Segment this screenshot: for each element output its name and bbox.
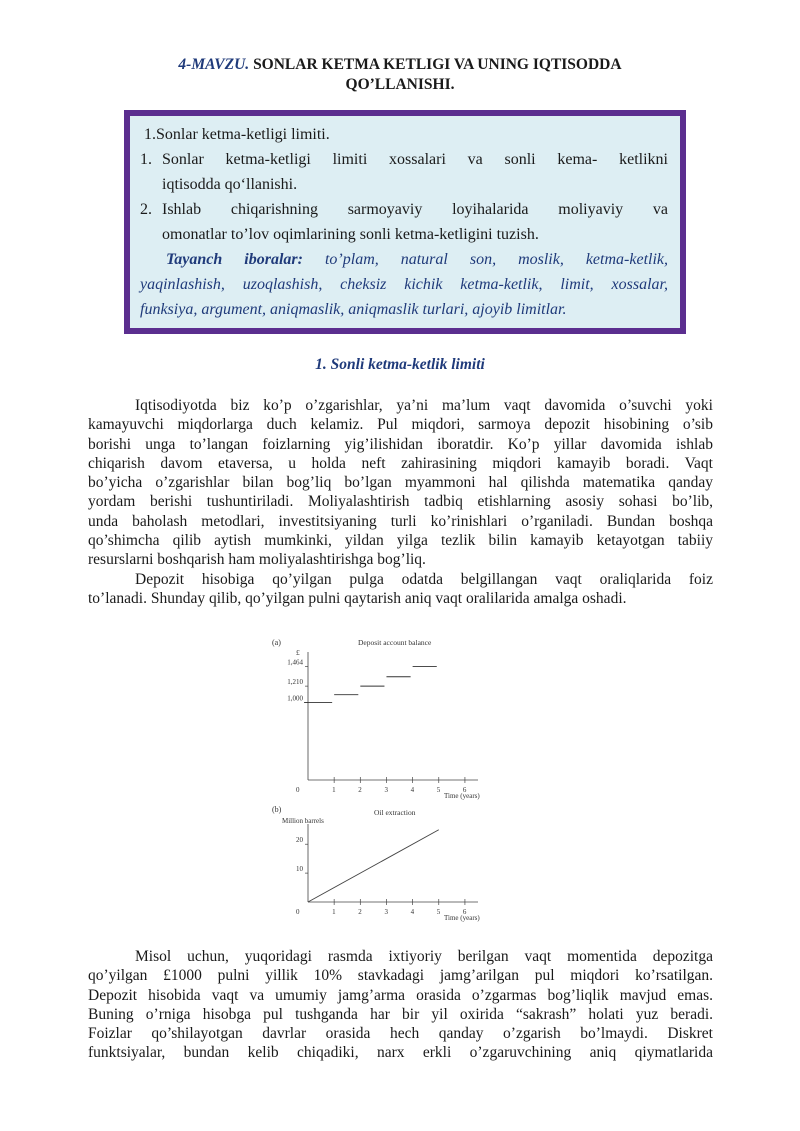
section-title: 1. Sonli ketma-ketlik limiti (315, 356, 485, 373)
text-line: resurslarni boshqarish ham moliyalashtirishga bog’liq. (88, 551, 426, 569)
plan-item-number: 2. (140, 201, 152, 218)
x-tick-label: 0 (296, 908, 300, 916)
x-tick-label: 2 (358, 786, 362, 794)
y-tick-label: 1,210 (287, 678, 303, 687)
chart-panel-label: (b) (272, 805, 282, 814)
plan-item-text: omonatlar to’lov oqimlarining sonli ketma-ketligini tuzish. (162, 226, 539, 243)
text-line: Iqtisodiyotda biz ko’p o’zgarishlar, ya’ni ma’lum vaqt davomida o’suvchi yoki (135, 397, 713, 414)
paragraph-3 (88, 947, 713, 1063)
x-axis-label: Time (years) (444, 792, 480, 800)
y-axis-label: Million barrels (282, 817, 324, 825)
keywords (140, 247, 668, 322)
chart-panel-label: (a) (272, 638, 281, 647)
text-line: qo’yilgan £1000 pulni yillik 10% stavkadagi jamg’arilgan pul miqdori ko’rsatilgan. (88, 967, 713, 985)
x-tick-label: 1 (332, 786, 336, 794)
topic-number: 4-MAVZU. (178, 56, 250, 73)
keywords-line: yaqinlashish, uzoqlashish, cheksiz kichik ketma-ketlik, limit, xossalar, (140, 276, 668, 293)
y-tick-label: 20 (296, 836, 303, 845)
text-line: Depozit hisobiga qo’yilgan pulga odatda belgillangan vaqt oraliqlarida foiz (135, 570, 713, 588)
title-line-2: QO’LLANISHI. (345, 76, 455, 93)
chart-title: Deposit account balance (358, 638, 432, 647)
x-tick-label: 6 (462, 786, 467, 794)
text-line: Depozit hisobida vaqt va umumiy jamg’arma orasida o’zgarmas bog’liqlik mavjud emas. (88, 986, 713, 1004)
text-line: to’lanadi. Shunday qilib, qo’yilgan pulni qaytarish aniq vaqt oralilarida amalga oshadi. (88, 589, 627, 607)
text-line: unda baholash metodlari, investitsiyaning turli ko’rinishlari o’rganiladi. Bundan boshqa (88, 512, 713, 530)
y-axis-label: £ (296, 648, 300, 657)
x-tick-label: 0 (296, 786, 300, 794)
x-tick-label: 5 (436, 908, 441, 916)
keywords-line: funksiya, argument, aniqmaslik, aniqmaslik turlari, ajoyib limitlar. (140, 301, 567, 318)
plan-item-3 (140, 197, 668, 247)
x-tick-label: 3 (384, 786, 388, 794)
y-tick-label: 1,000 (287, 694, 303, 703)
text-line: borishi unga to’langan foizlarning yig’ilishidan iboratdir. Ko’p yillar davomida ishlab (88, 435, 713, 453)
chart-title: Oil extraction (374, 808, 416, 817)
plan-item-2 (140, 147, 668, 197)
x-tick-label: 3 (384, 908, 388, 916)
text-line: kamayuvchi miqdorlarga duch kelamiz. Pul miqdori, sarmoya depozit hisobining o’sib (88, 416, 713, 434)
x-tick-label: 2 (358, 908, 362, 916)
plan-item-text: iqtisodda qo‘llanishi. (162, 176, 298, 193)
series-line (308, 830, 439, 902)
x-tick-label: 1 (332, 908, 336, 916)
text-line: qo’shimcha qilib aytish mumkinki, yildan yilga tezlik bilin kamayib ketayotgan tabiiy (88, 532, 713, 550)
x-tick-label: 6 (462, 908, 467, 916)
page-title (100, 55, 700, 95)
figure-charts (260, 630, 500, 930)
x-tick-label: 5 (436, 786, 441, 794)
x-axis-label: Time (years) (444, 914, 480, 922)
plan-item-text: Ishlab chiqarishning sarmoyaviy loyihalarida moliyaviy va (162, 201, 668, 218)
plan-item-1: 1.Sonlar ketma-ketligi limiti. (144, 126, 330, 143)
plan-item-text: Sonlar ketma-ketligi limiti xossalari va sonli kema- ketlikni (162, 151, 668, 168)
text-line: yordam berishi tushuntiriladi. Moliyalashtirish tadbiq etishlarning asosiy sohasi bo’lib, (88, 493, 713, 511)
paragraph-1 (88, 396, 713, 608)
text-line: funktsiyalar, bundan kelib chiqadiki, narx erkli o’zgaruvchining aniq qiymatlarida (88, 1044, 713, 1062)
y-tick-label: 1,464 (287, 658, 303, 667)
chart-deposit-balance (272, 638, 480, 800)
y-tick-label: 10 (296, 865, 303, 874)
title-line-1: SONLAR KETMA KETLIGI VA UNING IQTISODDA (249, 56, 622, 73)
keywords-label: Tayanch iboralar: (166, 251, 303, 268)
text-line: Foizlar qo’shilayotgan davrlar orasida hech qanday o’zgarish bo’lmaydi. Diskret (88, 1025, 713, 1043)
x-tick-label: 4 (410, 908, 415, 916)
text-line: chiqarish davom etaversa, u holda neft zahirasining miqdori kamayib boradi. Vaqt (88, 454, 713, 472)
text-line: Buning o’rniga hisobga pul tushganda har bir yil oxirida “sakrash” holati yuz beradi. (88, 1005, 713, 1023)
text-line: bo’yicha o’zgarishlar bilan bog’liq bo’lgan myammoni hal qilishda matematika qanday (88, 474, 713, 492)
keywords-line: to’plam, natural son, moslik, ketma-ketlik, (324, 251, 668, 268)
plan-item-number: 1. (140, 151, 152, 168)
x-tick-label: 4 (410, 786, 415, 794)
chart-oil-extraction (272, 805, 480, 922)
text-line: Misol uchun, yuqoridagi rasmda ixtiyoriy berilgan vaqt momentida depozitga (135, 948, 713, 965)
plan-box (124, 110, 686, 334)
